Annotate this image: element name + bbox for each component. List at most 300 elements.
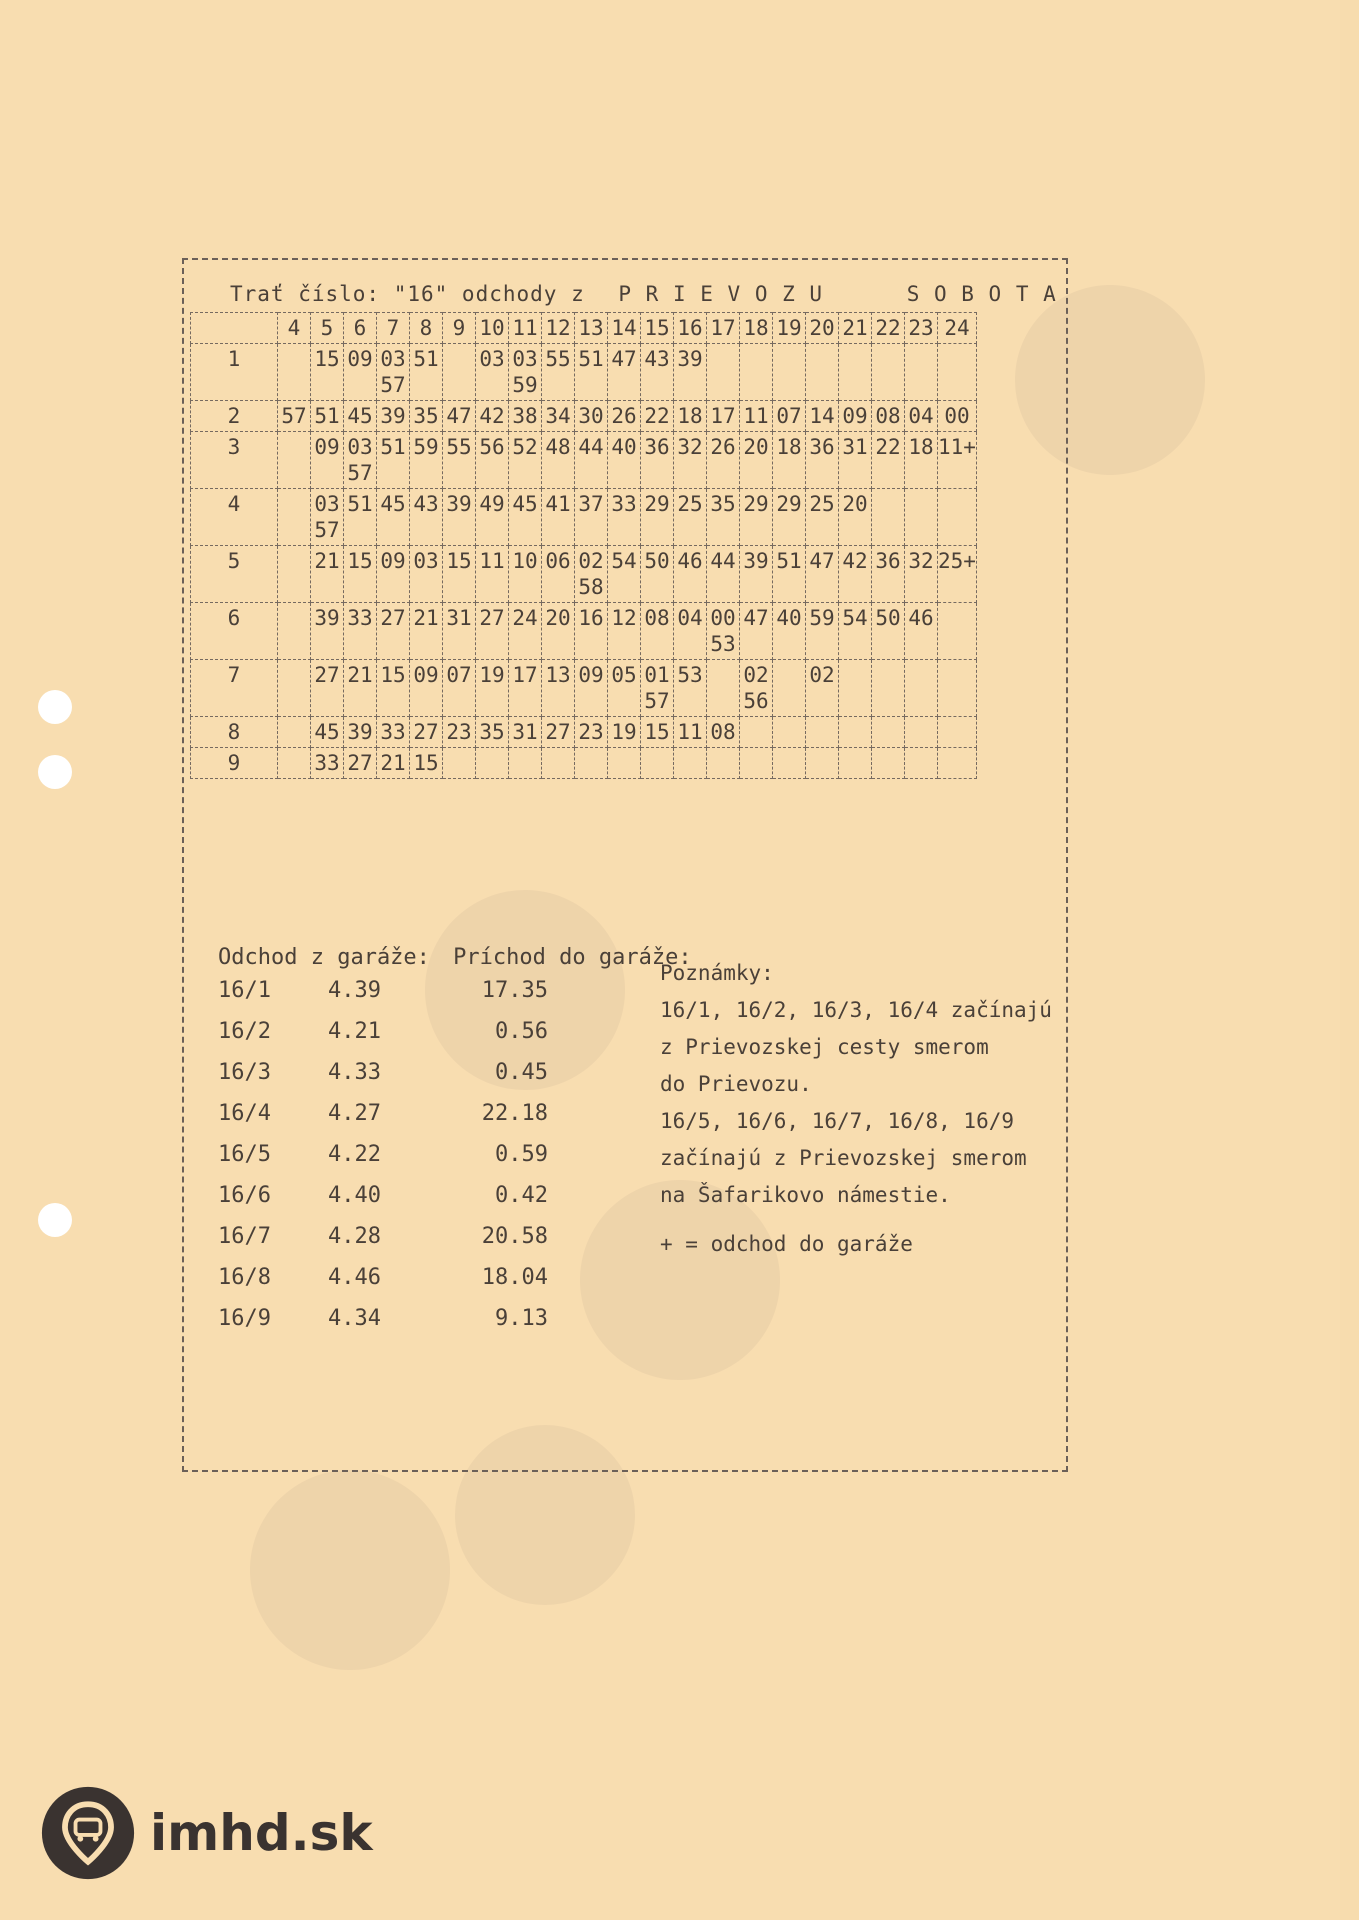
- course-id: 16/6: [218, 1183, 271, 1208]
- departure-cell: [707, 401, 740, 432]
- departure-minute: 07: [776, 404, 802, 428]
- departure-cell: [410, 432, 443, 489]
- departure-cell: [575, 660, 608, 717]
- hour-header: 23: [905, 313, 938, 344]
- departure-cell: [905, 401, 938, 432]
- departure-minute: 54: [611, 549, 637, 573]
- departure-minute: 51: [776, 549, 802, 573]
- garage-in-time: 17.35: [481, 978, 548, 1003]
- punch-hole: [38, 755, 72, 789]
- departure-cell: [311, 748, 344, 779]
- departure-minute: 22: [644, 404, 670, 428]
- departure-cell: [806, 432, 839, 489]
- hour-header: 21: [839, 313, 872, 344]
- hour-header: 7: [377, 313, 410, 344]
- departure-minute: 41: [545, 492, 571, 516]
- garage-in-time: 22.18: [481, 1101, 548, 1126]
- departure-minute: 19: [611, 720, 637, 744]
- departure-minute: 09: [380, 549, 406, 573]
- course-id: 16/5: [218, 1142, 271, 1167]
- departure-minute: 34: [545, 404, 571, 428]
- departure-minute: 13: [545, 663, 571, 687]
- departure-minute: 39: [446, 492, 472, 516]
- departure-cell: [707, 432, 740, 489]
- departure-minute: 42: [479, 404, 505, 428]
- garage-header: [218, 945, 692, 970]
- course-id: 16/9: [218, 1306, 271, 1331]
- departure-cell: [674, 660, 707, 717]
- departure-cell: [740, 432, 773, 489]
- departure-cell: [443, 603, 476, 660]
- departure-minute: 04: [908, 404, 934, 428]
- departure-minute: 17: [710, 404, 736, 428]
- departure-cell: [641, 344, 674, 401]
- departure-minute: 15: [644, 720, 670, 744]
- departure-minute: 21: [413, 606, 439, 630]
- departure-cell: [707, 717, 740, 748]
- departure-cell: [377, 401, 410, 432]
- departure-minute: 52: [512, 435, 538, 459]
- departure-cell: [476, 748, 509, 779]
- departure-minute: 25: [677, 492, 703, 516]
- garage-in-time: 0.42: [495, 1183, 548, 1208]
- course-number: 2: [191, 401, 278, 432]
- departure-minute: 11: [677, 720, 703, 744]
- departure-cell: [311, 344, 344, 401]
- departure-cell: [674, 748, 707, 779]
- departure-cell: [344, 546, 377, 603]
- departure-cell: [740, 546, 773, 603]
- departure-cell: [443, 748, 476, 779]
- departure-cell: [806, 660, 839, 717]
- departure-cell: [641, 603, 674, 660]
- departure-cell: [509, 489, 542, 546]
- departure-minute: 29: [644, 492, 670, 516]
- departure-minute: 18: [908, 435, 934, 459]
- departure-cell: [278, 717, 311, 748]
- departure-cell: [707, 489, 740, 546]
- departure-minute: 17: [512, 663, 538, 687]
- departure-cell: [608, 432, 641, 489]
- course-number: 7: [191, 660, 278, 717]
- departure-minute: 29: [743, 492, 769, 516]
- departure-minute: 57: [281, 404, 307, 428]
- departure-cell: [509, 432, 542, 489]
- departure-minute: 32: [677, 435, 703, 459]
- watermark: [250, 1470, 450, 1670]
- departure-cell: [575, 401, 608, 432]
- departure-cell: [872, 603, 905, 660]
- departure-cell: [905, 489, 938, 546]
- departure-cell: [443, 660, 476, 717]
- departure-cell: [509, 748, 542, 779]
- departure-cell: [509, 344, 542, 401]
- departure-cell: [377, 660, 410, 717]
- departure-minute: 03: [413, 549, 439, 573]
- departure-cell: [410, 489, 443, 546]
- departure-cell: [773, 660, 806, 717]
- hour-header: 19: [773, 313, 806, 344]
- departure-cell: [410, 546, 443, 603]
- departure-minute-extra: 57: [347, 461, 373, 485]
- garage-row: [218, 1306, 692, 1347]
- departure-minute: 43: [644, 347, 670, 371]
- departure-minute: 09: [347, 347, 373, 371]
- departure-minute: 42: [842, 549, 868, 573]
- garage-in-time: 0.56: [495, 1019, 548, 1044]
- departure-cell: [872, 432, 905, 489]
- departure-cell: [443, 401, 476, 432]
- departure-cell: [311, 489, 344, 546]
- departure-cell: [542, 344, 575, 401]
- departure-minute: 32: [908, 549, 934, 573]
- departure-minute: 23: [578, 720, 604, 744]
- garage-row: [218, 1142, 692, 1183]
- departure-cell: [773, 401, 806, 432]
- hour-header: 6: [344, 313, 377, 344]
- course-number: 3: [191, 432, 278, 489]
- departure-cell: [542, 603, 575, 660]
- departure-cell: [509, 717, 542, 748]
- garage-out-time: 4.40: [328, 1183, 381, 1208]
- departure-minute: 59: [809, 606, 835, 630]
- notes-legend: + = odchod do garáže: [660, 1232, 913, 1256]
- departure-cell: [674, 401, 707, 432]
- departure-minute: 22: [875, 435, 901, 459]
- departure-cell: [311, 432, 344, 489]
- departure-minute: 11: [743, 404, 769, 428]
- departure-cell: [707, 344, 740, 401]
- departure-cell: [905, 660, 938, 717]
- departure-table: [190, 312, 977, 779]
- garage-out-time: 4.22: [328, 1142, 381, 1167]
- departure-cell: [542, 660, 575, 717]
- departure-minute: 33: [380, 720, 406, 744]
- departure-cell: [278, 344, 311, 401]
- departure-cell: [344, 660, 377, 717]
- departure-minute: 48: [545, 435, 571, 459]
- departure-cell: [410, 660, 443, 717]
- departure-cell: [773, 546, 806, 603]
- departure-cell: [740, 603, 773, 660]
- departure-cell: [938, 660, 977, 717]
- departure-minute-extra: 57: [314, 518, 340, 542]
- departure-cell: [674, 489, 707, 546]
- departure-cell: [806, 717, 839, 748]
- departure-minute: 27: [380, 606, 406, 630]
- departure-minute: 23: [446, 720, 472, 744]
- departure-minute: 43: [413, 492, 439, 516]
- notes-line: na Šafarikovo námestie.: [660, 1183, 951, 1207]
- departure-minute-extra: 58: [578, 575, 604, 599]
- hour-header: 11: [509, 313, 542, 344]
- garage-out-time: 4.33: [328, 1060, 381, 1085]
- departure-cell: [278, 748, 311, 779]
- departure-minute: 35: [710, 492, 736, 516]
- departure-minute: 51: [347, 492, 373, 516]
- departure-cell: [938, 748, 977, 779]
- course-row: [191, 432, 977, 489]
- departure-minute: 31: [446, 606, 472, 630]
- garage-out-time: 4.39: [328, 978, 381, 1003]
- departure-minute: 56: [479, 435, 505, 459]
- departure-cell: [344, 748, 377, 779]
- departure-cell: [608, 401, 641, 432]
- departure-cell: [575, 546, 608, 603]
- departure-cell: [641, 489, 674, 546]
- hour-header: 16: [674, 313, 707, 344]
- departure-minute: 33: [347, 606, 373, 630]
- departure-cell: [938, 344, 977, 401]
- departure-minute: 21: [380, 751, 406, 775]
- departure-minute: 15: [380, 663, 406, 687]
- departure-cell: [443, 344, 476, 401]
- departure-cell: [806, 344, 839, 401]
- departure-minute: 10: [512, 549, 538, 573]
- departure-minute: 46: [677, 549, 703, 573]
- departure-cell: [773, 432, 806, 489]
- course-id: 16/1: [218, 978, 271, 1003]
- departure-cell: [377, 546, 410, 603]
- hour-header: 20: [806, 313, 839, 344]
- notes-title: Poznámky:: [660, 961, 774, 985]
- departure-minute: 08: [644, 606, 670, 630]
- departure-minute: 18: [677, 404, 703, 428]
- departure-minute: 40: [611, 435, 637, 459]
- hour-header: 5: [311, 313, 344, 344]
- departure-minute: 45: [512, 492, 538, 516]
- departure-cell: [509, 660, 542, 717]
- departure-cell: [773, 489, 806, 546]
- line-number-label: Trať číslo: "16" odchody z: [230, 282, 585, 306]
- departure-minute: 12: [611, 606, 637, 630]
- departure-cell: [806, 748, 839, 779]
- departure-cell: [905, 546, 938, 603]
- departure-minute: 31: [842, 435, 868, 459]
- departure-cell: [740, 660, 773, 717]
- garage-row: [218, 1060, 692, 1101]
- departure-cell: [377, 748, 410, 779]
- departure-minute: 44: [710, 549, 736, 573]
- departure-minute: 47: [809, 549, 835, 573]
- departure-minute: 03: [512, 347, 538, 371]
- departure-minute: 51: [380, 435, 406, 459]
- departure-cell: [542, 432, 575, 489]
- departure-cell: [443, 489, 476, 546]
- course-id: 16/2: [218, 1019, 271, 1044]
- departure-minute: 50: [644, 549, 670, 573]
- departure-minute: 09: [842, 404, 868, 428]
- departure-minute: 36: [875, 549, 901, 573]
- departure-cell: [938, 546, 977, 603]
- departure-cell: [872, 748, 905, 779]
- departure-minute: 07: [446, 663, 472, 687]
- departure-cell: [839, 748, 872, 779]
- departure-minute: 39: [347, 720, 373, 744]
- departure-cell: [938, 489, 977, 546]
- departure-minute: 39: [677, 347, 703, 371]
- departure-cell: [278, 546, 311, 603]
- course-number: 5: [191, 546, 278, 603]
- day-type: S O B O T A: [906, 282, 1057, 306]
- departure-minute: 11+: [938, 435, 976, 459]
- departure-cell: [377, 344, 410, 401]
- imhd-logo: [40, 1785, 373, 1881]
- departure-minute: 35: [413, 404, 439, 428]
- departure-minute: 06: [545, 549, 571, 573]
- departure-cell: [311, 717, 344, 748]
- departure-minute: 18: [776, 435, 802, 459]
- departure-minute-extra: 53: [710, 632, 736, 656]
- departure-cell: [608, 660, 641, 717]
- departure-cell: [839, 546, 872, 603]
- departure-minute: 31: [512, 720, 538, 744]
- garage-in-time: 9.13: [495, 1306, 548, 1331]
- course-id: 16/4: [218, 1101, 271, 1126]
- departure-cell: [773, 344, 806, 401]
- departure-cell: [476, 489, 509, 546]
- garage-out-time: 4.27: [328, 1101, 381, 1126]
- departure-cell: [509, 546, 542, 603]
- departure-minute: 39: [314, 606, 340, 630]
- garage-in-header: Príchod do garáže:: [453, 945, 692, 970]
- departure-cell: [674, 603, 707, 660]
- departure-cell: [608, 748, 641, 779]
- departure-cell: [641, 432, 674, 489]
- course-number: 9: [191, 748, 278, 779]
- departure-minute: 09: [314, 435, 340, 459]
- departure-cell: [773, 717, 806, 748]
- corner-cell: [191, 313, 278, 344]
- departure-cell: [806, 546, 839, 603]
- departure-cell: [674, 432, 707, 489]
- departure-cell: [278, 432, 311, 489]
- departure-minute: 39: [743, 549, 769, 573]
- departure-cell: [542, 717, 575, 748]
- garage-row: [218, 1224, 692, 1265]
- departure-minute: 47: [611, 347, 637, 371]
- departure-cell: [476, 717, 509, 748]
- notes-line: 16/1, 16/2, 16/3, 16/4 začínajú: [660, 998, 1052, 1022]
- departure-minute: 14: [809, 404, 835, 428]
- departure-cell: [839, 432, 872, 489]
- departure-minute: 08: [875, 404, 901, 428]
- logo-text: imhd.sk: [150, 1804, 373, 1862]
- garage-in-time: 0.45: [495, 1060, 548, 1085]
- departure-minute: 45: [347, 404, 373, 428]
- course-row: [191, 603, 977, 660]
- departure-cell: [839, 489, 872, 546]
- departure-cell: [344, 717, 377, 748]
- departure-cell: [938, 401, 977, 432]
- departure-minute: 55: [446, 435, 472, 459]
- departure-cell: [542, 489, 575, 546]
- punch-hole: [38, 690, 72, 724]
- departure-minute: 25: [809, 492, 835, 516]
- garage-row: [218, 1183, 692, 1224]
- departure-cell: [872, 717, 905, 748]
- departure-minute: 30: [578, 404, 604, 428]
- departure-cell: [311, 660, 344, 717]
- garage-out-time: 4.21: [328, 1019, 381, 1044]
- departure-cell: [476, 603, 509, 660]
- departure-cell: [410, 344, 443, 401]
- departure-cell: [674, 344, 707, 401]
- departure-minute: 46: [908, 606, 934, 630]
- hour-header: 4: [278, 313, 311, 344]
- hour-header: 9: [443, 313, 476, 344]
- departure-minute: 05: [611, 663, 637, 687]
- departure-cell: [905, 603, 938, 660]
- departure-minute: 51: [578, 347, 604, 371]
- departure-minute: 20: [842, 492, 868, 516]
- departure-cell: [542, 401, 575, 432]
- course-id: 16/3: [218, 1060, 271, 1085]
- departure-cell: [740, 401, 773, 432]
- departure-cell: [476, 660, 509, 717]
- course-row: [191, 401, 977, 432]
- departure-minute: 08: [710, 720, 736, 744]
- departure-minute: 54: [842, 606, 868, 630]
- departure-minute: 21: [314, 549, 340, 573]
- course-row: [191, 717, 977, 748]
- departure-minute: 02: [743, 663, 769, 687]
- departure-minute: 03: [347, 435, 373, 459]
- departure-minute: 24: [512, 606, 538, 630]
- departure-cell: [641, 401, 674, 432]
- garage-rows: [218, 978, 692, 1347]
- departure-cell: [674, 717, 707, 748]
- departure-cell: [311, 546, 344, 603]
- departure-cell: [476, 344, 509, 401]
- departure-cell: [410, 401, 443, 432]
- garage-out-time: 4.46: [328, 1265, 381, 1290]
- departure-cell: [707, 603, 740, 660]
- departure-minute: 45: [314, 720, 340, 744]
- hour-header: 22: [872, 313, 905, 344]
- departure-cell: [773, 748, 806, 779]
- departure-cell: [806, 603, 839, 660]
- departure-minute: 19: [479, 663, 505, 687]
- departure-minute: 21: [347, 663, 373, 687]
- departure-minute: 04: [677, 606, 703, 630]
- departure-cell: [872, 344, 905, 401]
- departure-cell: [938, 432, 977, 489]
- departure-minute: 27: [314, 663, 340, 687]
- departure-cell: [608, 717, 641, 748]
- departure-cell: [575, 344, 608, 401]
- departure-minute: 27: [347, 751, 373, 775]
- departure-minute: 37: [578, 492, 604, 516]
- departure-cell: [443, 546, 476, 603]
- departure-cell: [839, 660, 872, 717]
- departure-cell: [410, 717, 443, 748]
- departure-cell: [905, 344, 938, 401]
- course-id: 16/8: [218, 1265, 271, 1290]
- departure-minute: 20: [545, 606, 571, 630]
- departure-minute: 33: [611, 492, 637, 516]
- departure-minute: 27: [479, 606, 505, 630]
- hour-header: 24: [938, 313, 977, 344]
- garage-row: [218, 1265, 692, 1306]
- departure-minute: 47: [446, 404, 472, 428]
- garage-row: [218, 1019, 692, 1060]
- departure-cell: [476, 432, 509, 489]
- departure-cell: [938, 717, 977, 748]
- notes-line: do Prievozu.: [660, 1072, 812, 1096]
- departure-minute: 09: [578, 663, 604, 687]
- departure-cell: [476, 401, 509, 432]
